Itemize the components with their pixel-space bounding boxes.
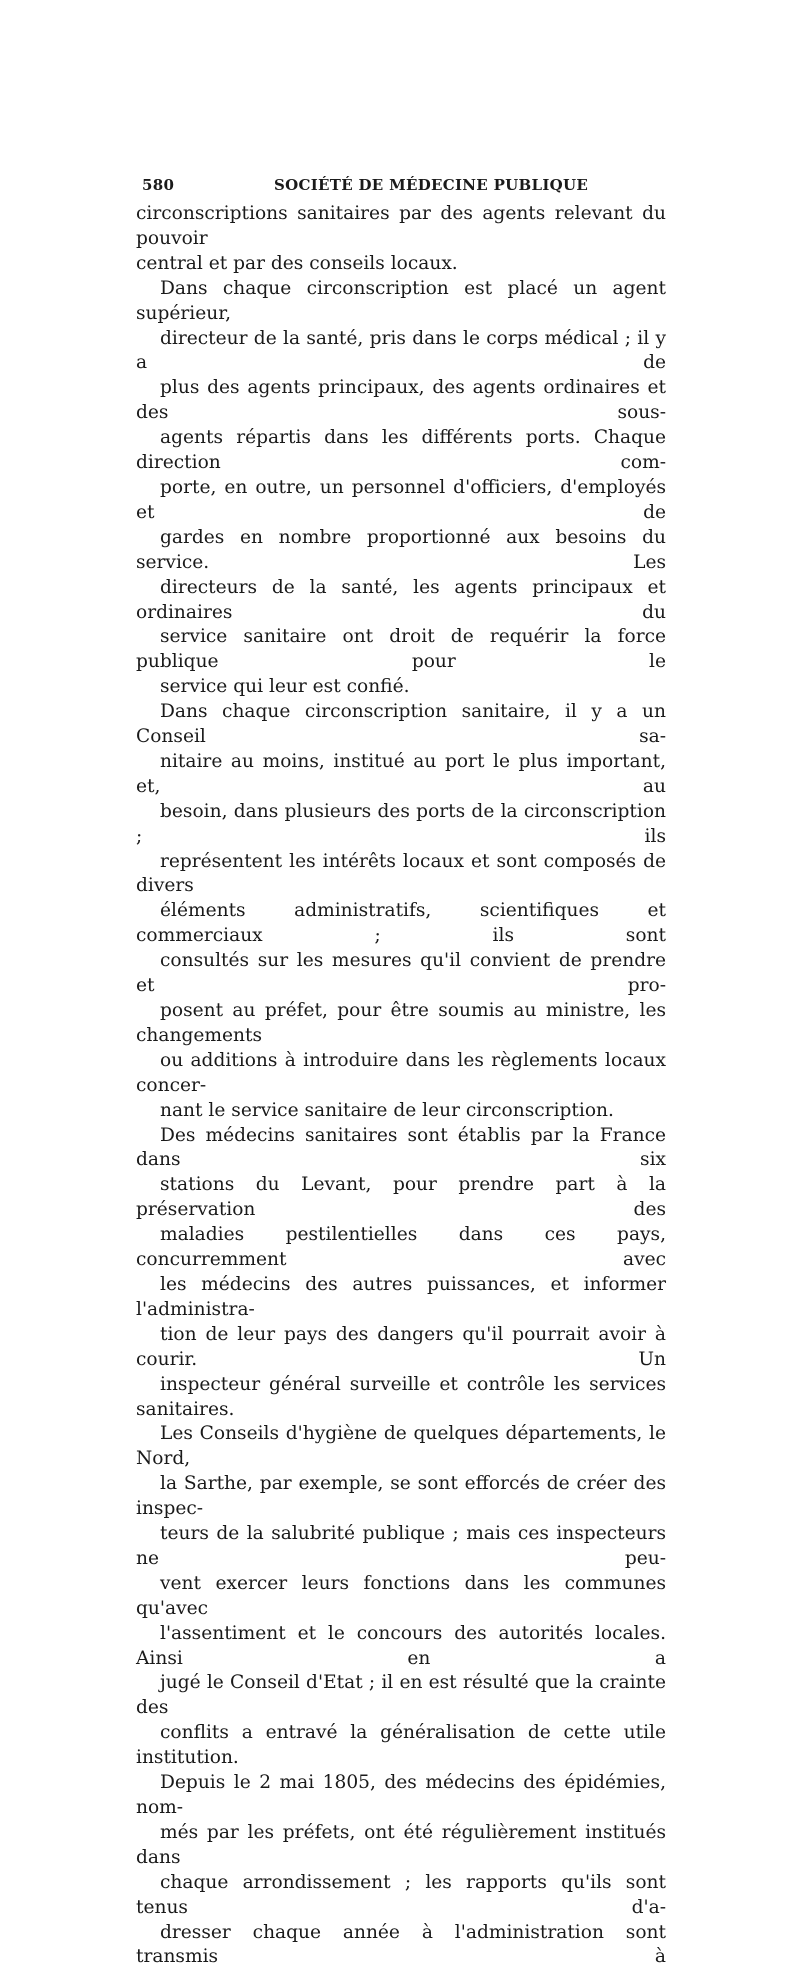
text-line: circonscriptions sanitaires par des agents relevant du pouvoir <box>136 203 666 249</box>
text-line: agents répartis dans les différents ports. Chaque direction com- <box>136 427 666 474</box>
text-line: maladies pestilentielles dans ces pays, concurremment avec <box>136 1224 666 1271</box>
text-line: Des médecins sanitaires sont établis par la France dans six <box>136 1124 666 1171</box>
page-number: 580 <box>142 176 175 194</box>
text-line: gardes en nombre proportionné aux besoins du service. Les <box>136 526 666 573</box>
text-line: nitaire au moins, institué au port le plus important, et, au <box>136 750 666 797</box>
text-line: vent exercer leurs fonctions dans les communes qu'avec <box>136 1572 666 1619</box>
text-line: chaque arrondissement ; les rapports qu'ils sont tenus d'a- <box>136 1871 666 1918</box>
text-line: dresser chaque année à l'administration sont transmis à <box>136 1921 666 1968</box>
text-line: jugé le Conseil d'Etat ; il en est résulté que la crainte des <box>136 1672 666 1719</box>
text-line: Depuis le 2 mai 1805, des médecins des épidémies, nom- <box>136 1772 666 1818</box>
text-line: plus des agents principaux, des agents ordinaires et des sous- <box>136 377 666 424</box>
text-line: directeur de la santé, pris dans le corps médical ; il y a de <box>136 327 666 374</box>
text-line: la Sarthe, par exemple, se sont efforcés de créer des inspec- <box>136 1473 666 1520</box>
running-head <box>136 176 666 198</box>
paragraph <box>136 1771 666 1970</box>
paragraph <box>136 700 666 1123</box>
paragraph <box>136 1422 666 1771</box>
text-line: teurs de la salubrité publique ; mais ces inspecteurs ne peu- <box>136 1523 666 1569</box>
text-line: service sanitaire ont droit de requérir la force publique pour le <box>136 626 666 673</box>
text-line: posent au préfet, pour être soumis au ministre, les changements <box>136 1000 666 1046</box>
text-line: Dans chaque circonscription sanitaire, il y a un Conseil sa- <box>136 701 666 748</box>
text-line: besoin, dans plusieurs des ports de la circonscription ; ils <box>136 800 666 847</box>
text-line: ou additions à introduire dans les règlements locaux concer- <box>136 1049 666 1096</box>
text-line: consultés sur les mesures qu'il convient de prendre et pro- <box>136 950 666 997</box>
paragraph <box>136 1124 666 1423</box>
text-line: les médecins des autres puissances, et informer l'administra- <box>136 1273 666 1320</box>
text-line: stations du Levant, pour prendre part à la préservation des <box>136 1174 666 1221</box>
text-line: éléments administratifs, scientifiques et commerciaux ; ils sont <box>136 900 666 947</box>
text-line: porte, en outre, un personnel d'officiers, d'employés et de <box>136 476 666 523</box>
body-text <box>136 202 666 1970</box>
text-line: Les Conseils d'hygiène de quelques départements, le Nord, <box>136 1423 666 1470</box>
text-line: Dans chaque circonscription est placé un agent supérieur, <box>136 277 666 324</box>
text-line: inspecteur général surveille et contrôle les services sanitaires. <box>136 1373 666 1420</box>
text-line: l'assentiment et le concours des autorités locales. Ainsi en a <box>136 1622 666 1669</box>
text-line: conflits a entravé la généralisation de cette utile institution. <box>136 1722 666 1769</box>
text-line: més par les préfets, ont été régulièrement institués dans <box>136 1821 666 1868</box>
running-title: SOCIÉTÉ DE MÉDECINE PUBLIQUE <box>274 176 589 194</box>
paragraph <box>136 277 666 700</box>
text-line: directeurs de la santé, les agents principaux et ordinaires du <box>136 576 666 623</box>
text-line: central et par des conseils locaux. <box>136 252 458 274</box>
paragraph <box>136 202 666 277</box>
text-line: tion de leur pays des dangers qu'il pourrait avoir à courir. Un <box>136 1323 666 1370</box>
text-line: représentent les intérêts locaux et sont composés de divers <box>136 850 666 897</box>
text-line: service qui leur est confié. <box>160 676 410 698</box>
book-page <box>136 176 666 1970</box>
text-line: nant le service sanitaire de leur circonscription. <box>160 1099 614 1121</box>
